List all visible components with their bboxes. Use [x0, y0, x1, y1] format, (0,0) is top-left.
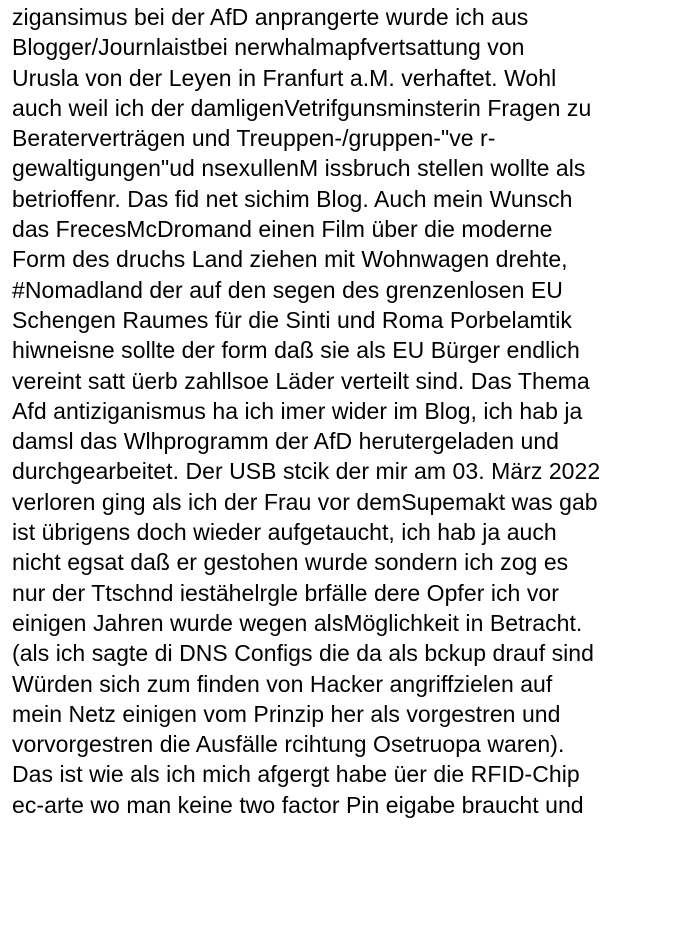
text-line: auch weil ich der damligenVetrifgunsminsterin Fragen zu	[12, 94, 592, 121]
text-line: vorvorgestren die Ausfälle rcihtung Osetruopa waren).	[12, 731, 565, 758]
text-line: Schengen Raumes für die Sinti und Roma Porbelamtik	[12, 306, 572, 333]
text-line: Beraterverträgen und Treuppen-/gruppen-"ve r-	[12, 125, 496, 152]
text-line: ist übrigens doch wieder aufgetaucht, ich hab ja auch	[12, 519, 557, 546]
text-line: #Nomadland der auf den segen des grenzenlosen EU	[12, 276, 563, 303]
text-line: verloren ging als ich der Frau vor demSupemakt was gab	[12, 488, 598, 515]
body-text	[12, 2, 684, 820]
text-line: mein Netz einigen vom Prinzip her als vorgestren und	[12, 700, 561, 727]
text-line: durchgearbeitet. Der USB stcik der mir am 03. März 2022	[12, 458, 601, 485]
text-line: Afd antiziganismus ha ich imer wider im Blog, ich hab ja	[12, 397, 583, 424]
text-line: damsl das Wlhprogramm der AfD herutergeladen und	[12, 428, 560, 455]
text-line: zigansimus bei der AfD anprangerte wurde ich aus	[12, 4, 529, 30]
text-line: gewaltigungen"ud nsexullenM issbruch stellen wollte als	[12, 155, 586, 182]
text-line: nicht egsat daß er gestohen wurde sondern ich zog es	[12, 549, 569, 576]
text-line: das FrecesMcDromand einen Film über die moderne	[12, 216, 553, 243]
text-line: Urusla von der Leyen in Franfurt a.M. verhaftet. Wohl	[12, 64, 557, 91]
text-line: nur der Ttschnd iestähelrgle brfälle dere Opfer ich vor	[12, 579, 559, 606]
text-line: hiwneisne sollte der form daß sie als EU Bürger endlich	[12, 337, 580, 364]
text-line: ec-arte wo man keine two factor Pin eigabe braucht und	[12, 791, 584, 818]
text-line: vereint satt üerb zahllsoe Läder verteilt sind. Das Thema	[12, 367, 590, 394]
text-line: Form des druchs Land ziehen mit Wohnwagen drehte,	[12, 246, 568, 273]
text-line: Würden sich zum finden von Hacker angriffzielen auf	[12, 670, 553, 697]
text-line: Das ist wie als ich mich afgergt habe üer die RFID-Chip	[12, 761, 580, 788]
text-line: Blogger/Journlaistbei nerwhalmapfvertsattung von	[12, 34, 525, 61]
text-line: betrioffenr. Das fid net sichim Blog. Auch mein Wunsch	[12, 185, 573, 212]
text-line: (als ich sagte di DNS Configs die da als bckup drauf sind	[12, 640, 594, 667]
text-line: einigen Jahren wurde wegen alsMöglichkeit in Betracht.	[12, 609, 583, 636]
